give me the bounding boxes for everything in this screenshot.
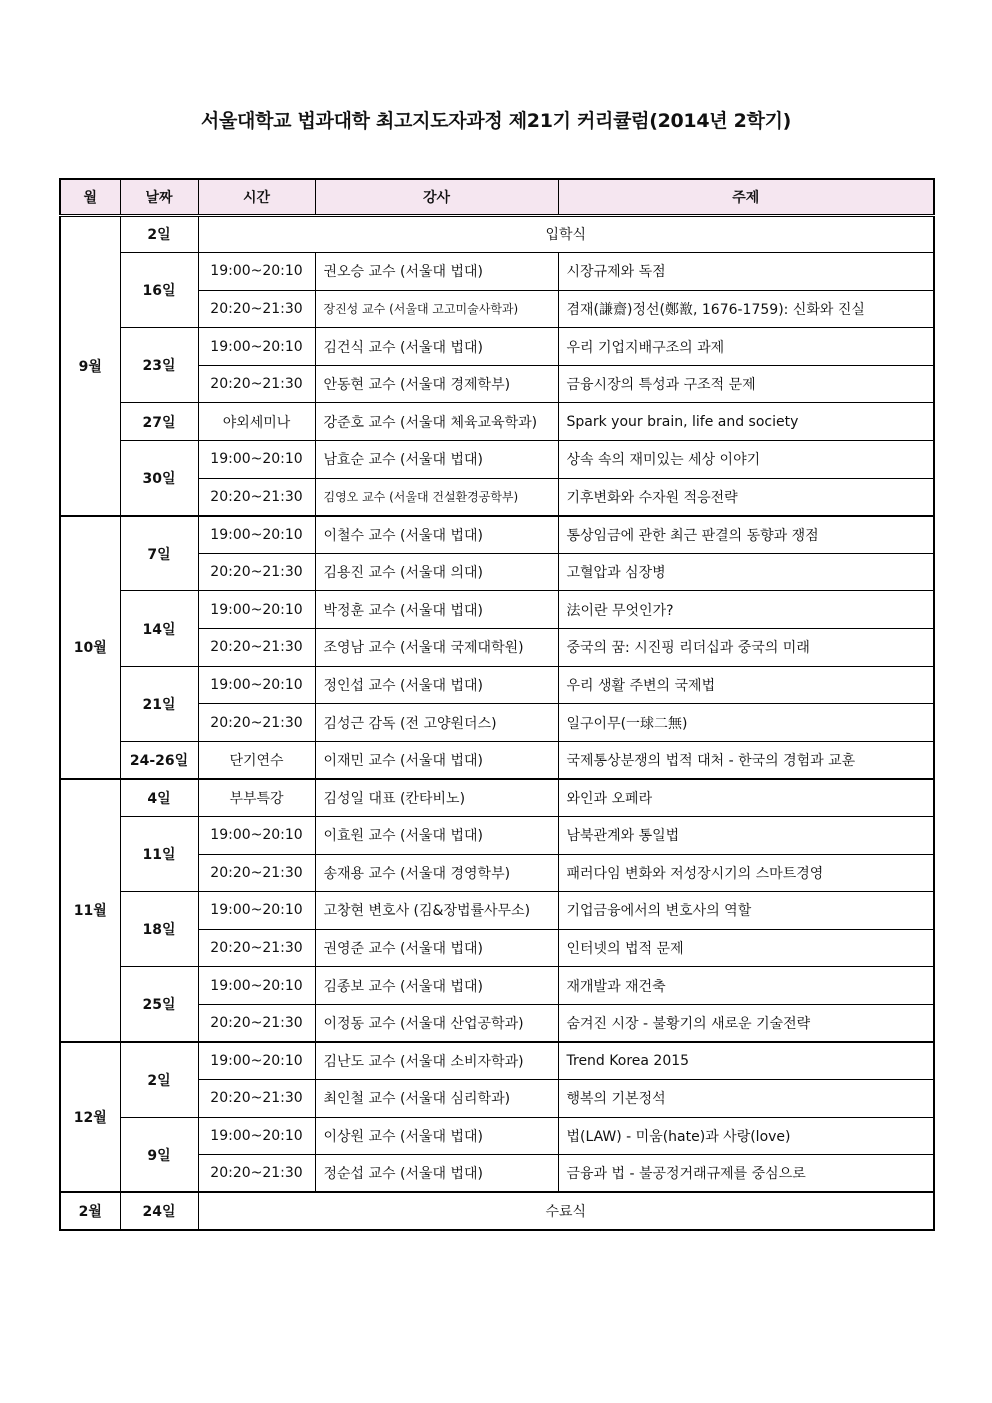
date-cell: 21일 [120,666,198,741]
date-cell: 24일 [120,1192,198,1230]
date-cell: 16일 [120,253,198,328]
lecturer-cell: 김건식 교수 (서울대 법대) [315,328,558,366]
time-cell: 20:20~21:30 [198,929,315,967]
time-cell: 19:00~20:10 [198,892,315,930]
topic-cell: 재개발과 재건축 [558,967,934,1005]
table-row [60,1192,934,1230]
time-cell: 20:20~21:30 [198,553,315,591]
lecturer-cell: 안동현 교수 (서울대 경제학부) [315,365,558,403]
date-cell: 18일 [120,892,198,967]
header-date: 날짜 [120,179,198,215]
topic-cell: 중국의 꿈: 시진핑 리더십과 중국의 미래 [558,629,934,667]
table-row [60,403,934,441]
header-row [60,179,934,215]
table-body [60,215,934,1230]
topic-cell: Trend Korea 2015 [558,1042,934,1080]
date-cell: 4일 [120,779,198,817]
month-cell: 11월 [60,779,120,1042]
lecturer-cell: 이철수 교수 (서울대 법대) [315,516,558,554]
lecturer-cell: 장진성 교수 (서울대 고고미술사학과) [315,290,558,328]
lecturer-cell: 정인섭 교수 (서울대 법대) [315,666,558,704]
date-cell: 24-26일 [120,741,198,779]
lecturer-cell: 김영오 교수 (서울대 건설환경공학부) [315,478,558,516]
lecturer-cell: 강준호 교수 (서울대 체육교육학과) [315,403,558,441]
lecturer-cell: 김용진 교수 (서울대 의대) [315,553,558,591]
time-cell: 20:20~21:30 [198,290,315,328]
topic-cell: 겸재(謙齋)정선(鄭敾, 1676-1759): 신화와 진실 [558,290,934,328]
lecturer-cell: 권영준 교수 (서울대 법대) [315,929,558,967]
curriculum-table [59,178,935,1231]
topic-cell: 우리 기업지배구조의 과제 [558,328,934,366]
time-cell: 20:20~21:30 [198,365,315,403]
table-row [60,779,934,817]
date-cell: 30일 [120,441,198,516]
table-header [60,179,934,215]
date-cell: 23일 [120,328,198,403]
time-cell: 부부특강 [198,779,315,817]
lecturer-cell: 이정동 교수 (서울대 산업공학과) [315,1004,558,1042]
date-cell: 11일 [120,817,198,892]
date-cell: 7일 [120,516,198,591]
table-row [60,1117,934,1155]
topic-cell: 와인과 오페라 [558,779,934,817]
topic-cell: 시장규제와 독점 [558,253,934,291]
topic-cell: 금융과 법 - 불공정거래규제를 중심으로 [558,1155,934,1193]
table-row [60,741,934,779]
time-cell: 20:20~21:30 [198,478,315,516]
time-cell: 20:20~21:30 [198,1155,315,1193]
lecturer-cell: 고창현 변호사 (김&장법률사무소) [315,892,558,930]
topic-cell: 행복의 기본정석 [558,1080,934,1118]
lecturer-cell: 이상원 교수 (서울대 법대) [315,1117,558,1155]
date-cell: 25일 [120,967,198,1042]
time-cell: 19:00~20:10 [198,516,315,554]
lecturer-cell: 김성일 대표 (칸타비노) [315,779,558,817]
time-cell: 20:20~21:30 [198,854,315,892]
header-month: 월 [60,179,120,215]
topic-cell: Spark your brain, life and society [558,403,934,441]
time-cell: 19:00~20:10 [198,591,315,629]
date-cell: 14일 [120,591,198,666]
event-cell: 수료식 [198,1192,934,1230]
topic-cell: 인터넷의 법적 문제 [558,929,934,967]
lecturer-cell: 박정훈 교수 (서울대 법대) [315,591,558,629]
topic-cell: 국제통상분쟁의 법적 대처 - 한국의 경험과 교훈 [558,741,934,779]
time-cell: 단기연수 [198,741,315,779]
table-row [60,1042,934,1080]
table-row [60,516,934,554]
lecturer-cell: 김난도 교수 (서울대 소비자학과) [315,1042,558,1080]
time-cell: 19:00~20:10 [198,1117,315,1155]
lecturer-cell: 김종보 교수 (서울대 법대) [315,967,558,1005]
table-row [60,253,934,291]
time-cell: 20:20~21:30 [198,629,315,667]
lecturer-cell: 김성근 감독 (전 고양원더스) [315,704,558,742]
header-lecturer: 강사 [315,179,558,215]
header-time: 시간 [198,179,315,215]
month-cell: 12월 [60,1042,120,1192]
topic-cell: 금융시장의 특성과 구조적 문제 [558,365,934,403]
time-cell: 19:00~20:10 [198,1042,315,1080]
table-row [60,967,934,1005]
lecturer-cell: 권오승 교수 (서울대 법대) [315,253,558,291]
lecturer-cell: 송재용 교수 (서울대 경영학부) [315,854,558,892]
lecturer-cell: 남효순 교수 (서울대 법대) [315,441,558,479]
date-cell: 27일 [120,403,198,441]
time-cell: 20:20~21:30 [198,1004,315,1042]
topic-cell: 고혈압과 심장병 [558,553,934,591]
lecturer-cell: 최인철 교수 (서울대 심리학과) [315,1080,558,1118]
time-cell: 19:00~20:10 [198,967,315,1005]
table-row [60,817,934,855]
time-cell: 19:00~20:10 [198,817,315,855]
topic-cell: 통상임금에 관한 최근 판결의 동향과 쟁점 [558,516,934,554]
date-cell: 9일 [120,1117,198,1192]
table-row [60,666,934,704]
topic-cell: 법(LAW) - 미움(hate)과 사랑(love) [558,1117,934,1155]
month-cell: 9월 [60,215,120,516]
time-cell: 19:00~20:10 [198,253,315,291]
topic-cell: 남북관계와 통일법 [558,817,934,855]
topic-cell: 기업금융에서의 변호사의 역할 [558,892,934,930]
time-cell: 19:00~20:10 [198,441,315,479]
date-cell: 2일 [120,1042,198,1117]
table-row [60,892,934,930]
event-cell: 입학식 [198,215,934,253]
page-title: 서울대학교 법과대학 최고지도자과정 제21기 커리큘럼(2014년 2학기) [200,110,792,132]
header-topic: 주제 [558,179,934,215]
topic-cell: 일구이무(一球二無) [558,704,934,742]
table-row [60,441,934,479]
time-cell: 19:00~20:10 [198,328,315,366]
time-cell: 20:20~21:30 [198,1080,315,1118]
time-cell: 야외세미나 [198,403,315,441]
lecturer-cell: 조영남 교수 (서울대 국제대학원) [315,629,558,667]
time-cell: 20:20~21:30 [198,704,315,742]
lecturer-cell: 이효원 교수 (서울대 법대) [315,817,558,855]
table-row [60,215,934,253]
topic-cell: 우리 생활 주변의 국제법 [558,666,934,704]
topic-cell: 패러다임 변화와 저성장시기의 스마트경영 [558,854,934,892]
topic-cell: 法이란 무엇인가? [558,591,934,629]
month-cell: 2월 [60,1192,120,1230]
topic-cell: 숨겨진 시장 - 불황기의 새로운 기술전략 [558,1004,934,1042]
lecturer-cell: 이재민 교수 (서울대 법대) [315,741,558,779]
topic-cell: 상속 속의 재미있는 세상 이야기 [558,441,934,479]
table-row [60,328,934,366]
topic-cell: 기후변화와 수자원 적응전략 [558,478,934,516]
time-cell: 19:00~20:10 [198,666,315,704]
lecturer-cell: 정순섭 교수 (서울대 법대) [315,1155,558,1193]
date-cell: 2일 [120,215,198,253]
month-cell: 10월 [60,516,120,779]
table-row [60,591,934,629]
